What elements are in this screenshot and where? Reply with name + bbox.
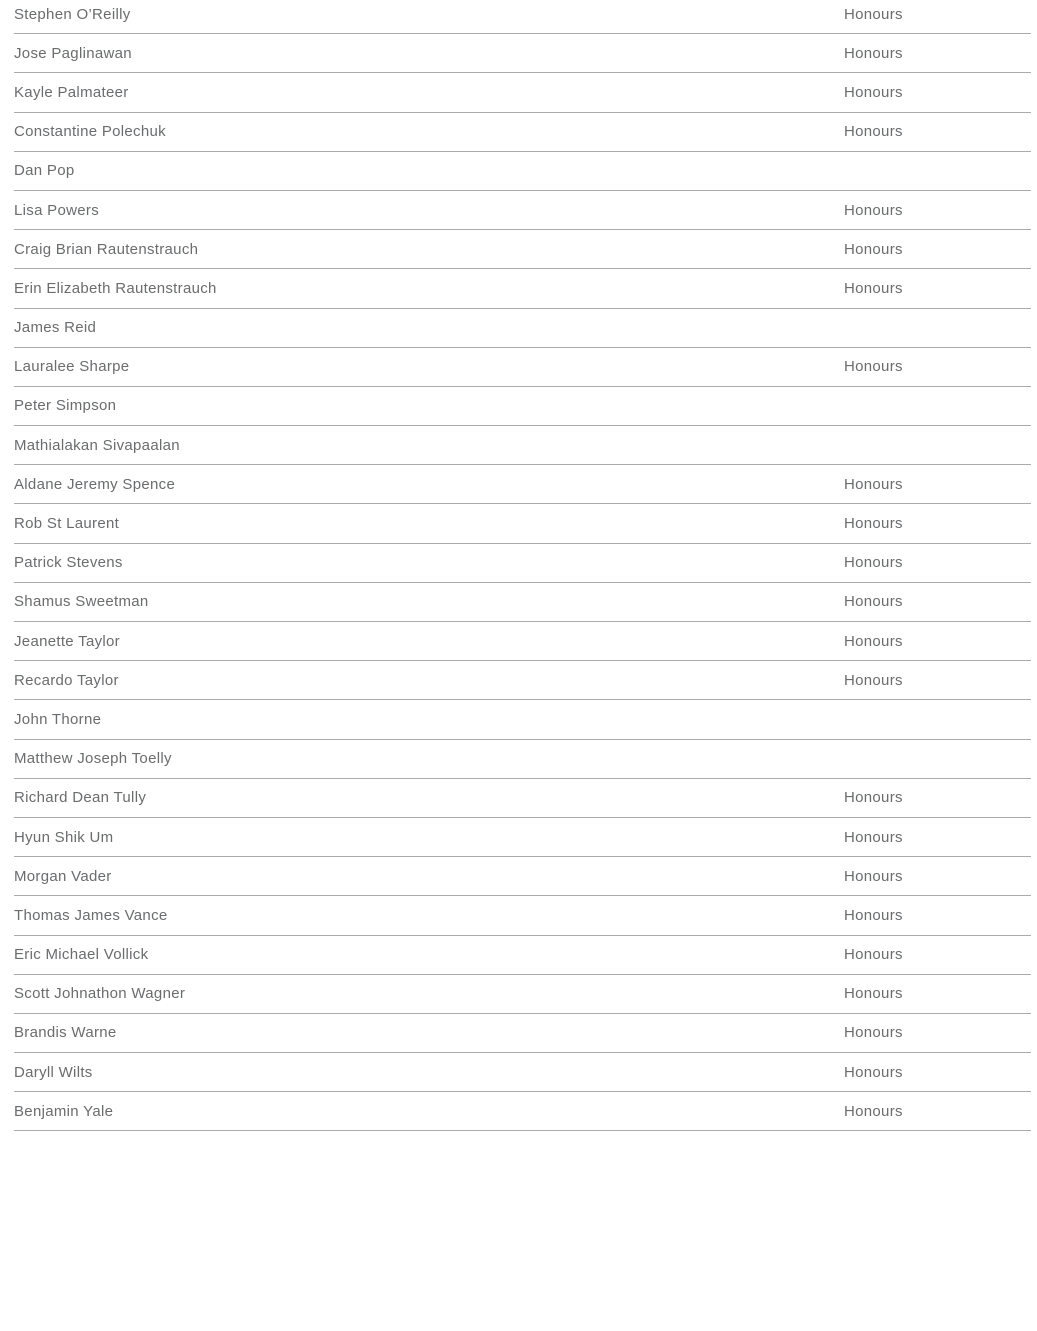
distinction-label: Honours: [844, 5, 903, 23]
distinction-label: Honours: [844, 240, 903, 258]
table-row: [14, 348, 1031, 387]
table-row: [14, 975, 1031, 1014]
graduate-name: Richard Dean Tully: [14, 789, 147, 807]
distinction-label: Honours: [844, 279, 903, 297]
table-row: [14, 779, 1031, 818]
distinction-label: Honours: [844, 867, 903, 885]
table-row: [14, 113, 1031, 152]
graduate-name: Benjamin Yale: [14, 1102, 114, 1120]
graduate-name: Mathialakan Sivapaalan: [14, 436, 180, 454]
table-row: [14, 465, 1031, 504]
graduate-name: Kayle Palmateer: [14, 83, 129, 101]
table-row: [14, 191, 1031, 230]
graduate-name: Lisa Powers: [14, 201, 100, 219]
table-row: [14, 504, 1031, 543]
graduate-name: Thomas James Vance: [14, 906, 168, 924]
table-row: [14, 269, 1031, 308]
graduates-list: [14, 0, 1031, 1131]
graduate-name: Craig Brian Rautenstrauch: [14, 240, 199, 258]
table-row: [14, 387, 1031, 426]
graduate-name: Eric Michael Vollick: [14, 946, 149, 964]
graduate-name: Daryll Wilts: [14, 1063, 93, 1081]
distinction-label: Honours: [844, 44, 903, 62]
distinction-label: Honours: [844, 83, 903, 101]
distinction-label: Honours: [844, 985, 903, 1003]
graduate-name: Matthew Joseph Toelly: [14, 750, 172, 768]
table-row: [14, 544, 1031, 583]
graduate-name: Hyun Shik Um: [14, 828, 114, 846]
graduate-name: Patrick Stevens: [14, 554, 123, 572]
graduate-name: Lauralee Sharpe: [14, 358, 130, 376]
graduate-name: Erin Elizabeth Rautenstrauch: [14, 279, 217, 297]
table-row: [14, 1092, 1031, 1131]
distinction-label: Honours: [844, 828, 903, 846]
table-row: [14, 0, 1031, 34]
table-row: [14, 230, 1031, 269]
table-row: [14, 622, 1031, 661]
distinction-label: Honours: [844, 671, 903, 689]
distinction-label: Honours: [844, 515, 903, 533]
distinction-label: Honours: [844, 123, 903, 141]
distinction-label: Honours: [844, 1024, 903, 1042]
distinction-label: Honours: [844, 358, 903, 376]
graduate-name: Aldane Jeremy Spence: [14, 475, 176, 493]
graduate-name: Peter Simpson: [14, 397, 117, 415]
distinction-label: Honours: [844, 201, 903, 219]
table-row: [14, 1014, 1031, 1053]
table-row: [14, 152, 1031, 191]
table-row: [14, 740, 1031, 779]
table-row: [14, 426, 1031, 465]
table-row: [14, 661, 1031, 700]
graduate-name: Stephen O’Reilly: [14, 5, 131, 23]
table-row: [14, 700, 1031, 739]
table-row: [14, 73, 1031, 112]
distinction-label: Honours: [844, 946, 903, 964]
graduate-name: Jose Paglinawan: [14, 44, 132, 62]
distinction-label: Honours: [844, 632, 903, 650]
graduate-name: James Reid: [14, 319, 97, 337]
graduate-name: John Thorne: [14, 710, 102, 728]
distinction-label: Honours: [844, 1102, 903, 1120]
table-row: [14, 936, 1031, 975]
distinction-label: Honours: [844, 593, 903, 611]
distinction-label: Honours: [844, 475, 903, 493]
graduate-name: Jeanette Taylor: [14, 632, 120, 650]
table-row: [14, 1053, 1031, 1092]
distinction-label: Honours: [844, 906, 903, 924]
table-row: [14, 309, 1031, 348]
graduate-name: Dan Pop: [14, 162, 75, 180]
graduate-name: Brandis Warne: [14, 1024, 117, 1042]
table-row: [14, 818, 1031, 857]
graduate-name: Scott Johnathon Wagner: [14, 985, 186, 1003]
graduate-name: Constantine Polechuk: [14, 123, 166, 141]
table-row: [14, 583, 1031, 622]
distinction-label: Honours: [844, 1063, 903, 1081]
table-row: [14, 896, 1031, 935]
table-row: [14, 34, 1031, 73]
distinction-label: Honours: [844, 789, 903, 807]
table-row: [14, 857, 1031, 896]
distinction-label: Honours: [844, 554, 903, 572]
graduate-name: Rob St Laurent: [14, 515, 120, 533]
graduate-name: Recardo Taylor: [14, 671, 119, 689]
graduate-name: Morgan Vader: [14, 867, 112, 885]
graduate-name: Shamus Sweetman: [14, 593, 149, 611]
